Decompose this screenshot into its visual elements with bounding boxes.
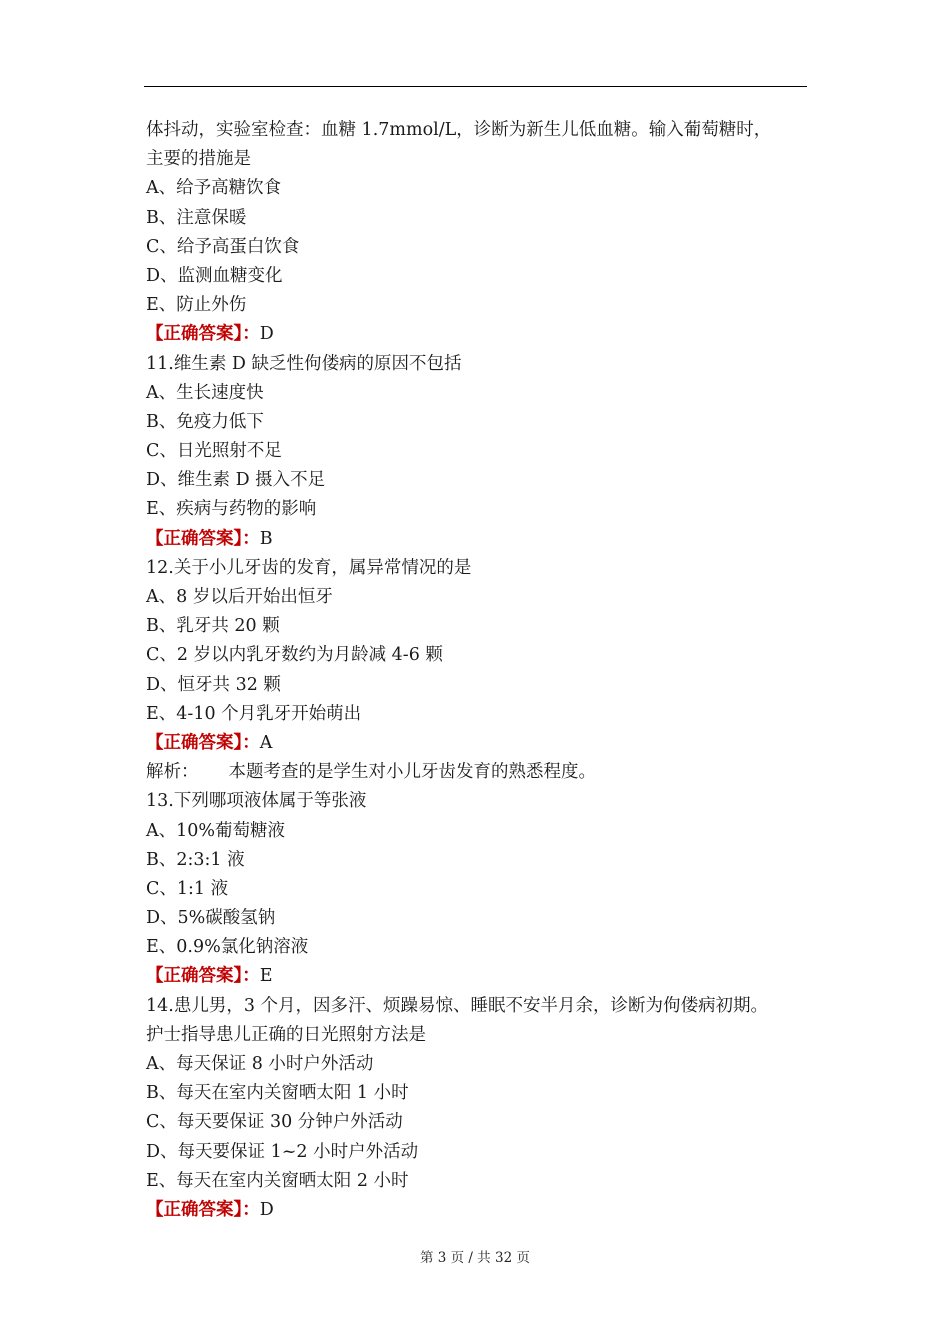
question-stem: 主要的措施是 <box>146 149 251 170</box>
option-b: B、免疫力低下 <box>146 411 264 432</box>
analysis <box>146 758 816 787</box>
option-d: D、恒牙共 32 颗 <box>146 674 281 695</box>
correct-answer <box>146 320 816 349</box>
question-13 <box>146 787 816 991</box>
option-d: D、维生素 D 摄入不足 <box>146 470 326 491</box>
analysis-label: 解析： <box>146 762 199 783</box>
question-stem: 12.关于小儿牙齿的发育，属异常情况的是 <box>146 557 472 578</box>
answer-label: 【正确答案】： <box>146 324 260 345</box>
header-rule <box>144 86 807 87</box>
question-12 <box>146 554 816 788</box>
option-a: A、10%葡萄糖液 <box>146 820 286 841</box>
option-c: C、1:1 液 <box>146 878 229 899</box>
question-stem: 护士指导患儿正确的日光照射方法是 <box>146 1024 426 1045</box>
option-d: D、5%碳酸氢钠 <box>146 908 276 929</box>
option-d: D、监测血糖变化 <box>146 265 283 286</box>
option-e: E、疾病与药物的影响 <box>146 499 317 520</box>
correct-answer <box>146 525 816 554</box>
option-c: C、每天要保证 30 分钟户外活动 <box>146 1112 403 1133</box>
correct-answer <box>146 729 816 758</box>
question-stem: 13.下列哪项液体属于等张液 <box>146 791 367 812</box>
option-b: B、注意保暖 <box>146 207 247 228</box>
option-b: B、每天在室内关窗晒太阳 1 小时 <box>146 1083 409 1104</box>
question-11 <box>146 350 816 554</box>
option-d: D、每天要保证 1~2 小时户外活动 <box>146 1141 419 1162</box>
correct-answer <box>146 962 816 991</box>
question-stem: 11.维生素 D 缺乏性佝偻病的原因不包括 <box>146 353 462 374</box>
answer-value: D <box>259 324 274 345</box>
answer-label: 【正确答案】： <box>146 732 260 753</box>
option-c: C、2 岁以内乳牙数约为月龄减 4-6 颗 <box>146 645 443 666</box>
question-14 <box>146 992 816 1226</box>
option-b: B、乳牙共 20 颗 <box>146 616 280 637</box>
option-a: A、8 岁以后开始出恒牙 <box>146 587 333 607</box>
option-b: B、2:3:1 液 <box>146 849 245 870</box>
answer-label: 【正确答案】： <box>146 1199 260 1220</box>
page-content <box>146 116 816 1225</box>
analysis-text: 本题考查的是学生对小儿牙齿发育的熟悉程度。 <box>228 762 596 783</box>
option-c: C、给予高蛋白饮食 <box>146 236 300 257</box>
answer-value: E <box>259 966 273 987</box>
answer-label: 【正确答案】： <box>146 966 260 987</box>
answer-value: D <box>259 1199 274 1220</box>
option-e: E、每天在室内关窗晒太阳 2 小时 <box>146 1170 409 1191</box>
option-e: E、防止外伤 <box>146 295 247 316</box>
answer-value: A <box>259 732 273 753</box>
option-c: C、日光照射不足 <box>146 441 282 462</box>
page-footer: 第 3 页 / 共 32 页 <box>419 1250 531 1266</box>
question-continued <box>146 116 816 350</box>
option-a: A、生长速度快 <box>146 382 264 403</box>
correct-answer <box>146 1196 816 1225</box>
question-stem: 体抖动，实验室检查：血糖 1.7mmol/L，诊断为新生儿低血糖。输入葡萄糖时， <box>146 120 772 140</box>
option-e: E、4-10 个月乳牙开始萌出 <box>146 703 362 724</box>
answer-label: 【正确答案】： <box>146 528 260 549</box>
option-e: E、0.9%氯化钠溶液 <box>146 937 309 958</box>
question-stem: 14.患儿男，3 个月，因多汗、烦躁易惊、睡眠不安半月余，诊断为佝偻病初期。 <box>146 995 769 1016</box>
answer-value: B <box>259 528 273 549</box>
option-a: A、给予高糖饮食 <box>146 178 282 199</box>
option-a: A、每天保证 8 小时户外活动 <box>146 1054 374 1074</box>
